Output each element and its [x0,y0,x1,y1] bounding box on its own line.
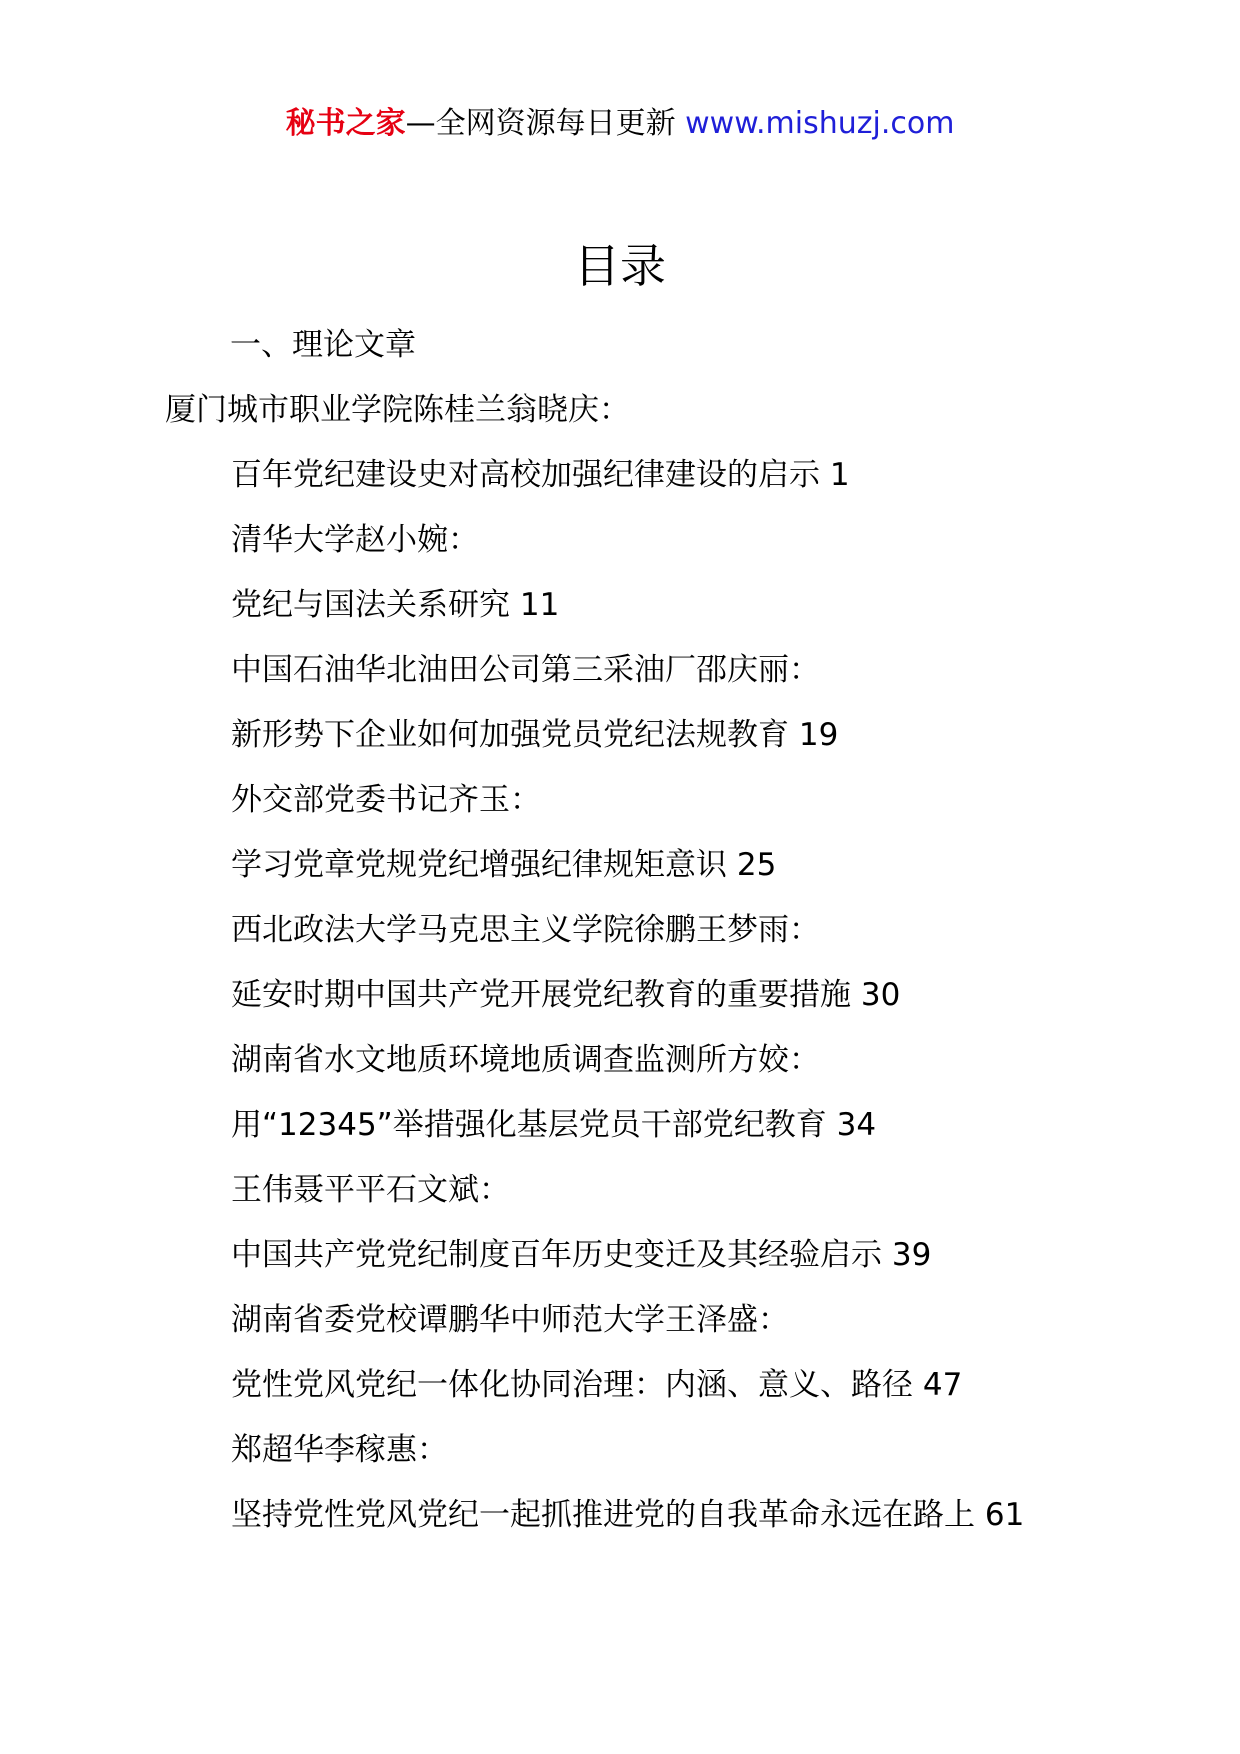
toc-entry-title: 中国共产党党纪制度百年历史变迁及其经验启示 [231,1237,882,1273]
toc-author: 湖南省委党校谭鹏华中师范大学王泽盛： [231,1302,789,1338]
toc-entry[interactable] [0,703,1240,768]
banner-slogan: —全网资源每日更新 [405,106,676,141]
toc-author: 清华大学赵小婉： [231,522,479,558]
toc-entry-title: 百年党纪建设史对高校加强纪律建设的启示 [231,457,820,493]
toc-entry[interactable] [0,1483,1240,1548]
toc-entry[interactable] [0,833,1240,898]
toc-author: 中国石油华北油田公司第三采油厂邵庆丽： [231,652,820,688]
brand-name: 秘书之家 [285,106,406,141]
toc-entry-page: 47 [922,1367,963,1403]
site-url-link[interactable]: www.mishuzj.com [685,106,955,141]
toc-author: 厦门城市职业学院陈桂兰翁晓庆： [165,392,630,428]
toc-entry-title: 延安时期中国共产党开展党纪教育的重要措施 [231,977,851,1013]
toc-entry-page: 30 [860,977,901,1013]
toc-section-heading: 一、理论文章 [230,327,416,363]
toc-entry-page: 34 [836,1107,877,1143]
toc-entry-page: 25 [736,847,777,883]
toc-entry-title: 党性党风党纪一体化协同治理：内涵、意义、路径 [231,1367,913,1403]
toc-entry[interactable] [0,1223,1240,1288]
toc-entry-title: 学习党章党规党纪增强纪律规矩意识 [231,847,727,883]
table-of-contents [0,313,1240,1548]
toc-entry-title: 坚持党性党风党纪一起抓推进党的自我革命永远在路上 [231,1497,975,1533]
toc-entry[interactable] [0,1353,1240,1418]
toc-entry-page: 39 [891,1237,932,1273]
page-title: 目录 [574,239,666,293]
toc-entry-page: 1 [829,457,850,493]
toc-author: 郑超华李稼惠： [231,1432,448,1468]
toc-entry[interactable] [0,1093,1240,1158]
toc-entry-page: 11 [519,587,560,623]
toc-entry[interactable] [0,963,1240,1028]
toc-entry-page: 61 [984,1497,1025,1533]
toc-author: 王伟聂平平石文斌： [231,1172,510,1208]
toc-author: 西北政法大学马克思主义学院徐鹏王梦雨： [231,912,820,948]
toc-entry-title: 新形势下企业如何加强党员党纪法规教育 [231,717,789,753]
toc-author: 湖南省水文地质环境地质调查监测所方姣： [231,1042,820,1078]
toc-entry[interactable] [0,443,1240,508]
toc-author: 外交部党委书记齐玉： [231,782,541,818]
site-banner [0,104,1240,144]
toc-entry-title: 用“12345”举措强化基层党员干部党纪教育 [231,1107,827,1143]
toc-entry-title: 党纪与国法关系研究 [231,587,510,623]
toc-entry-page: 19 [798,717,839,753]
toc-entry[interactable] [0,573,1240,638]
